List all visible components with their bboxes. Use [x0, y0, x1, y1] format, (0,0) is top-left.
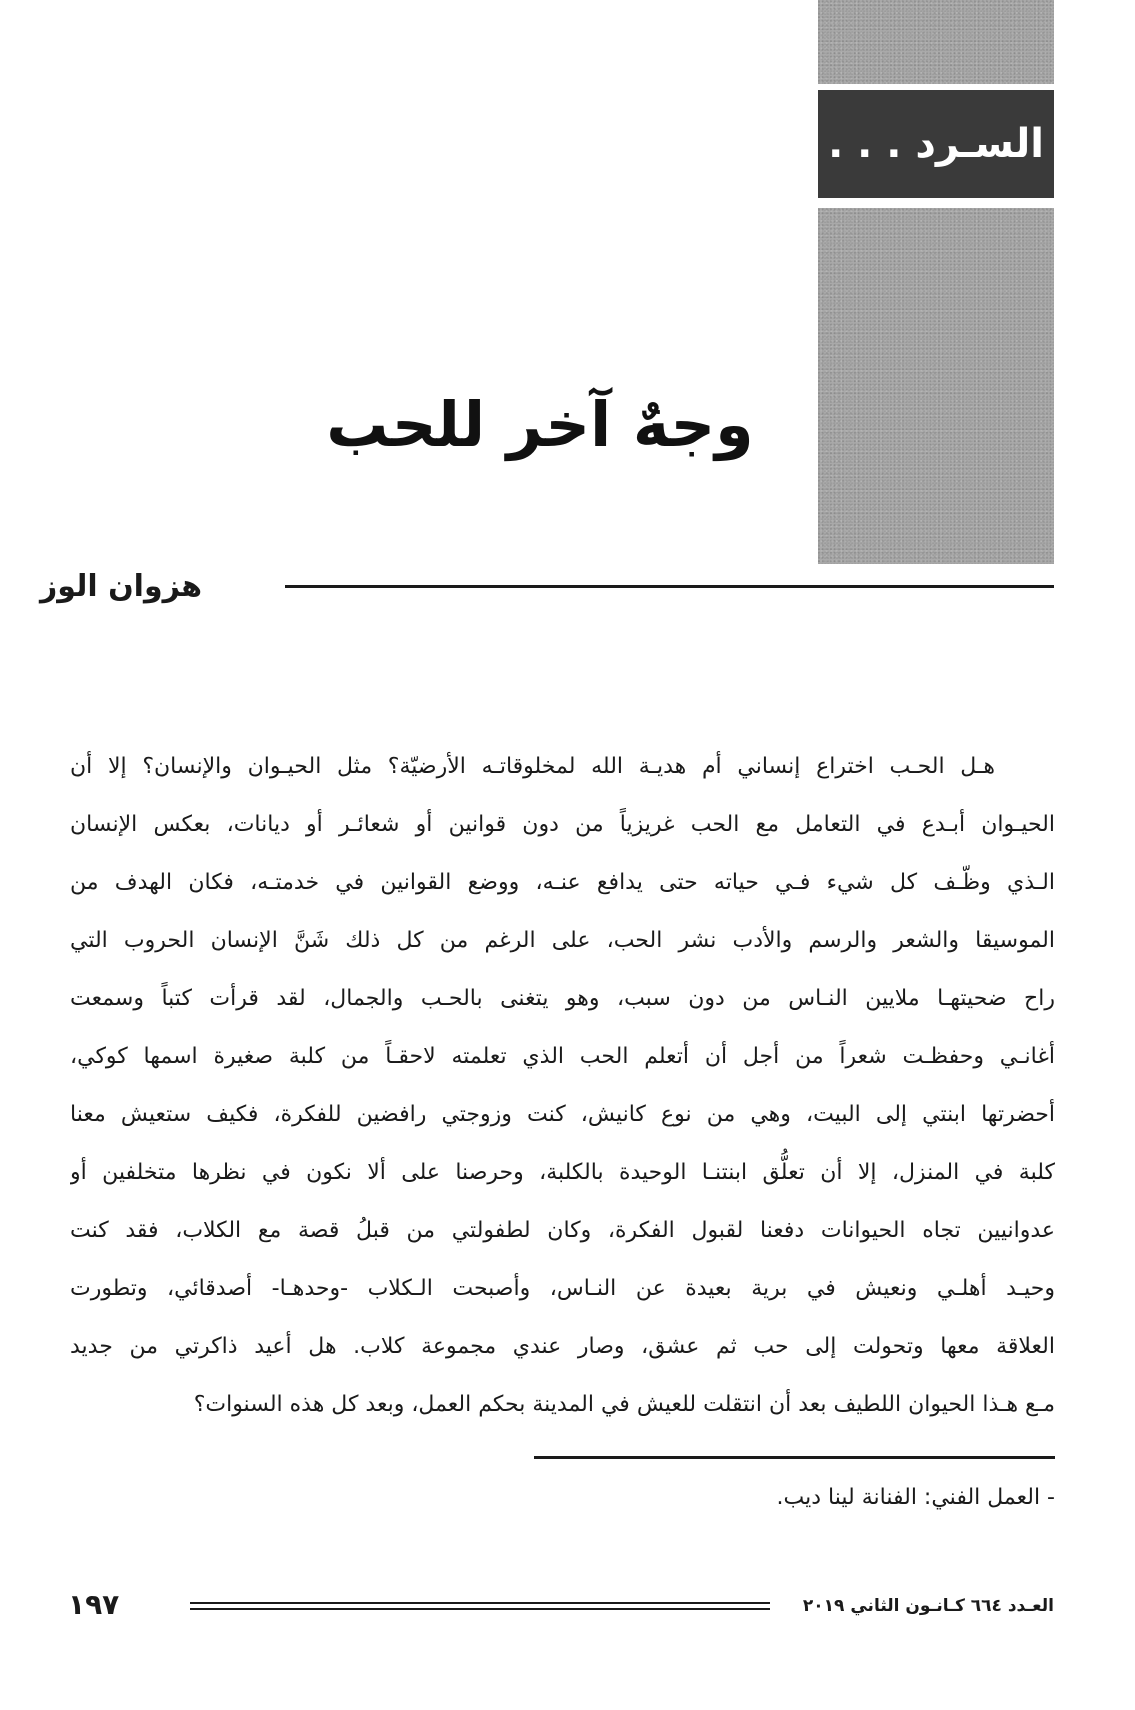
page-number: ١٩٧ — [68, 1588, 120, 1621]
artwork-credit: - العمل الفني: الفنانة لينا ديب. — [776, 1485, 1055, 1510]
grey-texture-block-top — [818, 0, 1054, 84]
author-divider — [285, 585, 1054, 588]
section-header — [818, 90, 1054, 198]
footnote-divider — [534, 1456, 1055, 1459]
issue-info: العـدد ٦٦٤ كـانـون الثاني ٢٠١٩ — [802, 1596, 1054, 1616]
body-line: وحيـد أهلـي ونعيش في برية بعيدة عن النـاس، وأصبحت الـكلاب -وحدهـا- أصدقائي، وتطورت — [70, 1276, 1055, 1301]
footer-divider — [190, 1602, 770, 1610]
body-line: الـذي وظّـف كل شيء فـي حياته حتى يدافع عنـه، ووضع القوانين في خدمتـه، فكان الهدف من — [70, 870, 1055, 895]
body-line: الموسيقا والشعر والرسم والأدب نشر الحب، على الرغم من كل ذلك شَنَّ الإنسان الحروب التي — [70, 928, 1055, 953]
body-line: راح ضحيتهـا ملايين النـاس من دون سبب، وهو يتغنى بالحـب والجمال، لقد قرأت كتباً وسمعت — [70, 986, 1055, 1011]
body-line: هـل الحـب اختراع إنساني أم هديـة الله لمخلوقاتـه الأرضيّة؟ مثل الحيـوان والإنسان؟ إلا أن — [70, 754, 995, 779]
article-title: وجهٌ آخر للحب — [326, 388, 754, 461]
body-line: كلبة في المنزل، إلا أن تعلُّق ابنتنـا الوحيدة بالكلبة، وحرصنا على ألا نكون في نظرها متخلفين أو — [70, 1160, 1055, 1185]
body-line: أغانـي وحفظـت شعراً من أجل أن أتعلم الحب الذي تعلمته لاحقـاً من كلبة صغيرة اسمها كوكي، — [70, 1044, 1055, 1069]
grey-texture-block-bottom — [818, 208, 1054, 564]
body-line: العلاقة معها وتحولت إلى حب ثم عشق، وصار عندي مجموعة كلاب. هل أعيد ذاكرتي من جديد — [70, 1334, 1055, 1359]
article-body — [70, 738, 1055, 1434]
body-line: مـع هـذا الحيوان اللطيف بعد أن انتقلت للعيش في المدينة بحكم العمل، وبعد كل هذه السنوات؟ — [193, 1392, 1055, 1417]
author-name: هزوان الوز — [40, 569, 203, 604]
section-label: السـرد . . . — [828, 121, 1044, 167]
body-line: عدوانيين تجاه الحيوانات دفعنا لقبول الفكرة، وكان لطفولتي من قبلُ قصة مع الكلاب، فقد كنت — [70, 1218, 1055, 1243]
body-line: الحيـوان أبـدع في التعامل مع الحب غريزياً من دون قوانين أو شعائـر أو ديانات، بعكس الإنسان — [70, 812, 1055, 837]
body-line: أحضرتها ابنتي إلى البيت، وهي من نوع كانيش، كنت وزوجتي رافضين للفكرة، فكيف ستعيش معنا — [70, 1102, 1055, 1127]
